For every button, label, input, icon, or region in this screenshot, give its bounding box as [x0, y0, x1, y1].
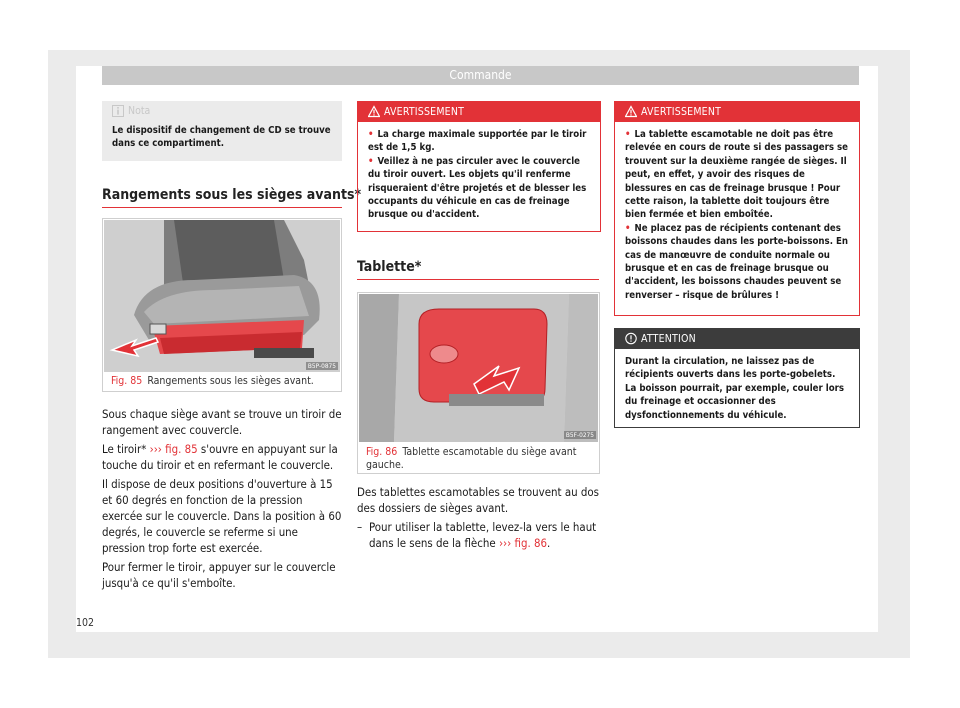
warning-box-1 — [357, 101, 601, 232]
nota-box — [102, 101, 342, 161]
warning-item — [368, 155, 590, 222]
warning-triangle-icon — [625, 105, 637, 118]
warning-item-text: Veillez à ne pas circuler avec le couvercle du tiroir ouvert. Les objets qu'il renferme risqueraient d'être projetés et de blesser les occupants du véhicule en cas de freinage brusque ou d'accident. — [368, 155, 587, 221]
section-rule — [102, 207, 342, 208]
bullet: • — [625, 129, 631, 140]
figure-caption-text: Tablette escamotable du siège avant gauche. — [366, 446, 577, 471]
text-fragment: . — [547, 536, 551, 550]
step-dash: – — [357, 520, 363, 534]
warning-item-text: Ne placez pas de récipients contenant des boissons chaudes dans les porte-boissons. En cas de manœuvre de conduite normale ou brusque et en cas de freinage brusque ou d'accident, les boissons chaudes peuvent se renverser – risque de brûlures ! — [625, 222, 849, 301]
figure-code: B5F-0275 — [565, 431, 594, 439]
figure-caption — [111, 375, 314, 388]
seat-drawer-illustration — [104, 220, 340, 372]
attention-body: Durant la circulation, ne laissez pas de récipients ouverts dans les porte-gobelets. La boisson pourrait, par exemple, couler lors du freinage et occasionner des dysfonctionnements du véhicule. — [625, 356, 845, 421]
warning-item — [368, 128, 590, 155]
section-rule — [357, 279, 599, 280]
paragraph — [102, 441, 342, 473]
bullet: • — [368, 155, 374, 167]
nota-title: Nota — [128, 105, 151, 117]
warning-item-text: La tablette escamotable ne doit pas être relevée en cours de route si des passagers se trouvent sur la deuxième rangée de sièges. Il peut, en effet, y avoir des risques de blessures en cas de freinage brusque ! Pour cette raison, la tablette doit toujours être bien fermée et bien emboîtée. — [625, 129, 849, 221]
figure-caption — [366, 446, 591, 472]
warning-triangle-icon — [368, 105, 380, 118]
paragraph: Sous chaque siège avant se trouve un tiroir de rangement avec couvercle. — [102, 407, 342, 437]
page-number: 102 — [76, 617, 95, 629]
warning-header — [358, 102, 600, 122]
nota-body: Le dispositif de changement de CD se trouve dans ce compartiment. — [112, 125, 331, 150]
text-fragment: s'ouvre en appuyant sur la touche du tiroir et en refermant le couvercle. — [102, 442, 338, 472]
section-title-tablette: Tablette* — [357, 259, 422, 275]
warning-body — [358, 122, 600, 230]
warning-body — [615, 122, 859, 310]
warning-item-text: La charge maximale supportée par le tiroir est de 1,5 kg. — [368, 129, 587, 154]
info-icon — [112, 105, 124, 117]
page-header: Commande — [102, 66, 859, 85]
attention-header — [615, 329, 859, 349]
figure-caption-text: Rangements sous les sièges avant. — [147, 375, 314, 387]
bullet: • — [368, 129, 374, 140]
warning-header — [615, 102, 859, 122]
attention-box — [614, 328, 860, 428]
step-item — [357, 519, 599, 551]
figure-86 — [357, 292, 600, 474]
figure-link[interactable]: ››› fig. 85 — [149, 442, 198, 456]
warning-title: AVERTISSEMENT — [384, 106, 465, 118]
paragraph: Il dispose de deux positions d'ouverture à 15 et 60 degrés en fonction de la pression exercée sur le couvercle. Dans la position à 60 degrés, le couvercle se referme si une pression trop forte est exercée. — [102, 477, 342, 555]
section-title-rangements: Rangements sous les sièges avants* — [102, 187, 362, 203]
tray-table-illustration — [359, 294, 598, 442]
figure-number: Fig. 85 — [111, 375, 143, 387]
seat-drawer-image — [104, 220, 340, 372]
figure-85 — [102, 218, 342, 392]
exclamation-circle-icon — [625, 332, 637, 345]
bullet: • — [625, 222, 631, 234]
text-fragment: Pour utiliser la tablette, levez-la vers le haut dans le sens de la flèche — [369, 520, 597, 550]
warning-item — [625, 222, 849, 302]
body-text-rangements — [102, 406, 342, 594]
body-text-tablette — [357, 484, 599, 551]
warning-item — [625, 128, 849, 222]
warning-title: AVERTISSEMENT — [641, 106, 722, 118]
figure-code: B5P-0875 — [307, 362, 336, 370]
nota-header — [102, 101, 342, 121]
warning-box-2 — [614, 101, 860, 316]
text-fragment: Le tiroir* — [102, 442, 147, 456]
figure-link[interactable]: ››› fig. 86 — [498, 536, 547, 550]
attention-title: ATTENTION — [641, 333, 696, 345]
tray-table-image — [359, 294, 598, 442]
figure-number: Fig. 86 — [366, 446, 398, 458]
paragraph: Pour fermer le tiroir, appuyer sur le couvercle jusqu'à ce qu'il s'emboîte. — [102, 560, 336, 590]
paragraph: Des tablettes escamotables se trouvent au dos des dossiers de sièges avant. — [357, 485, 599, 515]
